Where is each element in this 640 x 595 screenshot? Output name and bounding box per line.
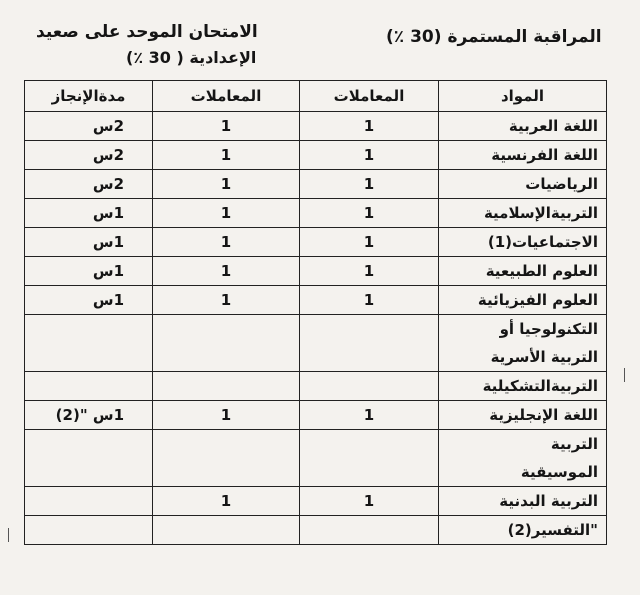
subject-name: التربية البدنية — [499, 492, 598, 510]
coefficient-continuous-cell — [300, 315, 439, 372]
duration-cell: 2س — [25, 112, 153, 141]
subject-name: التكنولوجيا أو — [499, 320, 598, 338]
coefficient-exam-cell — [153, 516, 300, 545]
coefficient-exam-cell: 1 — [153, 401, 300, 430]
duration-cell: 1س — [25, 257, 153, 286]
coefficient-continuous-cell: 1 — [300, 401, 439, 430]
coefficient-exam-cell — [153, 372, 300, 401]
subject-cell — [439, 257, 607, 286]
subjects-coefficients-table — [24, 80, 607, 545]
subject-name: الاجتماعيات(1) — [487, 233, 598, 251]
coefficient-exam-cell: 1 — [153, 228, 300, 257]
table-row — [25, 286, 607, 315]
subject-cell — [439, 430, 607, 487]
coefficient-continuous-cell: 1 — [300, 170, 439, 199]
subject-cell — [439, 372, 607, 401]
subject-name: التربيةالإسلامية — [483, 204, 598, 222]
subject-name: الموسيقية — [520, 463, 598, 481]
continuous-assessment-heading: المراقبة المستمرة (30 ٪) — [386, 27, 602, 47]
subject-cell — [439, 112, 607, 141]
table-row — [25, 401, 607, 430]
subject-cell — [439, 199, 607, 228]
table-row — [25, 372, 607, 401]
table-row — [25, 141, 607, 170]
coefficient-exam-cell: 1 — [153, 199, 300, 228]
coefficient-continuous-cell: 1 — [300, 487, 439, 516]
subject-cell — [439, 170, 607, 199]
duration-cell — [25, 430, 153, 487]
duration-cell — [25, 516, 153, 545]
subject-name: التربيةالتشكيلية — [482, 377, 598, 395]
header-duration: مدةالإنجاز — [25, 81, 153, 112]
coefficient-continuous-cell: 1 — [300, 141, 439, 170]
table-row — [25, 170, 607, 199]
coefficient-exam-cell: 1 — [153, 257, 300, 286]
duration-cell: 1س — [25, 228, 153, 257]
subject-name: اللغة العربية — [508, 117, 598, 135]
table-body — [25, 112, 607, 545]
margin-mark — [624, 368, 629, 382]
duration-cell: 2س — [25, 141, 153, 170]
table-row — [25, 112, 607, 141]
coefficient-exam-cell — [153, 315, 300, 372]
subject-name: الرياضيات — [525, 175, 598, 193]
table-row — [25, 257, 607, 286]
coefficient-exam-cell: 1 — [153, 112, 300, 141]
header-coefficients-continuous: المعاملات — [300, 81, 439, 112]
subject-name: التربية الأسرية — [490, 348, 598, 366]
coefficient-continuous-cell: 1 — [300, 286, 439, 315]
coefficient-continuous-cell: 1 — [300, 257, 439, 286]
margin-mark — [8, 528, 13, 542]
subject-cell — [439, 141, 607, 170]
subject-cell — [439, 516, 607, 545]
national-exam-heading-line2: الإعدادية ( 30 ٪) — [126, 48, 257, 67]
table-row — [25, 430, 607, 487]
duration-cell — [25, 372, 153, 401]
duration-cell — [25, 487, 153, 516]
duration-cell: 1س "(2) — [25, 401, 153, 430]
header-subjects: المواد — [439, 81, 607, 112]
header-coefficients-exam: المعاملات — [153, 81, 300, 112]
coefficient-continuous-cell — [300, 516, 439, 545]
subject-name: العلوم الطبيعية — [485, 262, 598, 280]
subject-cell — [439, 286, 607, 315]
coefficient-exam-cell: 1 — [153, 487, 300, 516]
coefficient-continuous-cell — [300, 372, 439, 401]
table-row — [25, 228, 607, 257]
coefficient-exam-cell — [153, 430, 300, 487]
subject-name: التربية — [550, 435, 598, 453]
subject-name: العلوم الفيزيائية — [477, 291, 598, 309]
coefficient-exam-cell: 1 — [153, 170, 300, 199]
subject-name: اللغة الإنجليزية — [489, 406, 598, 424]
duration-cell: 2س — [25, 170, 153, 199]
subject-name: "التفسير(2) — [507, 521, 598, 539]
duration-cell — [25, 315, 153, 372]
duration-cell: 1س — [25, 199, 153, 228]
subject-cell — [439, 315, 607, 372]
coefficient-exam-cell: 1 — [153, 286, 300, 315]
table-row — [25, 315, 607, 372]
coefficient-continuous-cell: 1 — [300, 199, 439, 228]
national-exam-heading-line1: الامتحان الموحد على صعيد — [36, 22, 258, 42]
subject-cell — [439, 487, 607, 516]
subject-cell — [439, 228, 607, 257]
table-row — [25, 516, 607, 545]
coefficient-continuous-cell: 1 — [300, 112, 439, 141]
coefficient-exam-cell: 1 — [153, 141, 300, 170]
table-header-row — [25, 81, 607, 112]
subject-cell — [439, 401, 607, 430]
coefficient-continuous-cell — [300, 430, 439, 487]
coefficient-continuous-cell: 1 — [300, 228, 439, 257]
duration-cell: 1س — [25, 286, 153, 315]
table-row — [25, 199, 607, 228]
table-row — [25, 487, 607, 516]
subject-name: اللغة الفرنسية — [491, 146, 598, 164]
